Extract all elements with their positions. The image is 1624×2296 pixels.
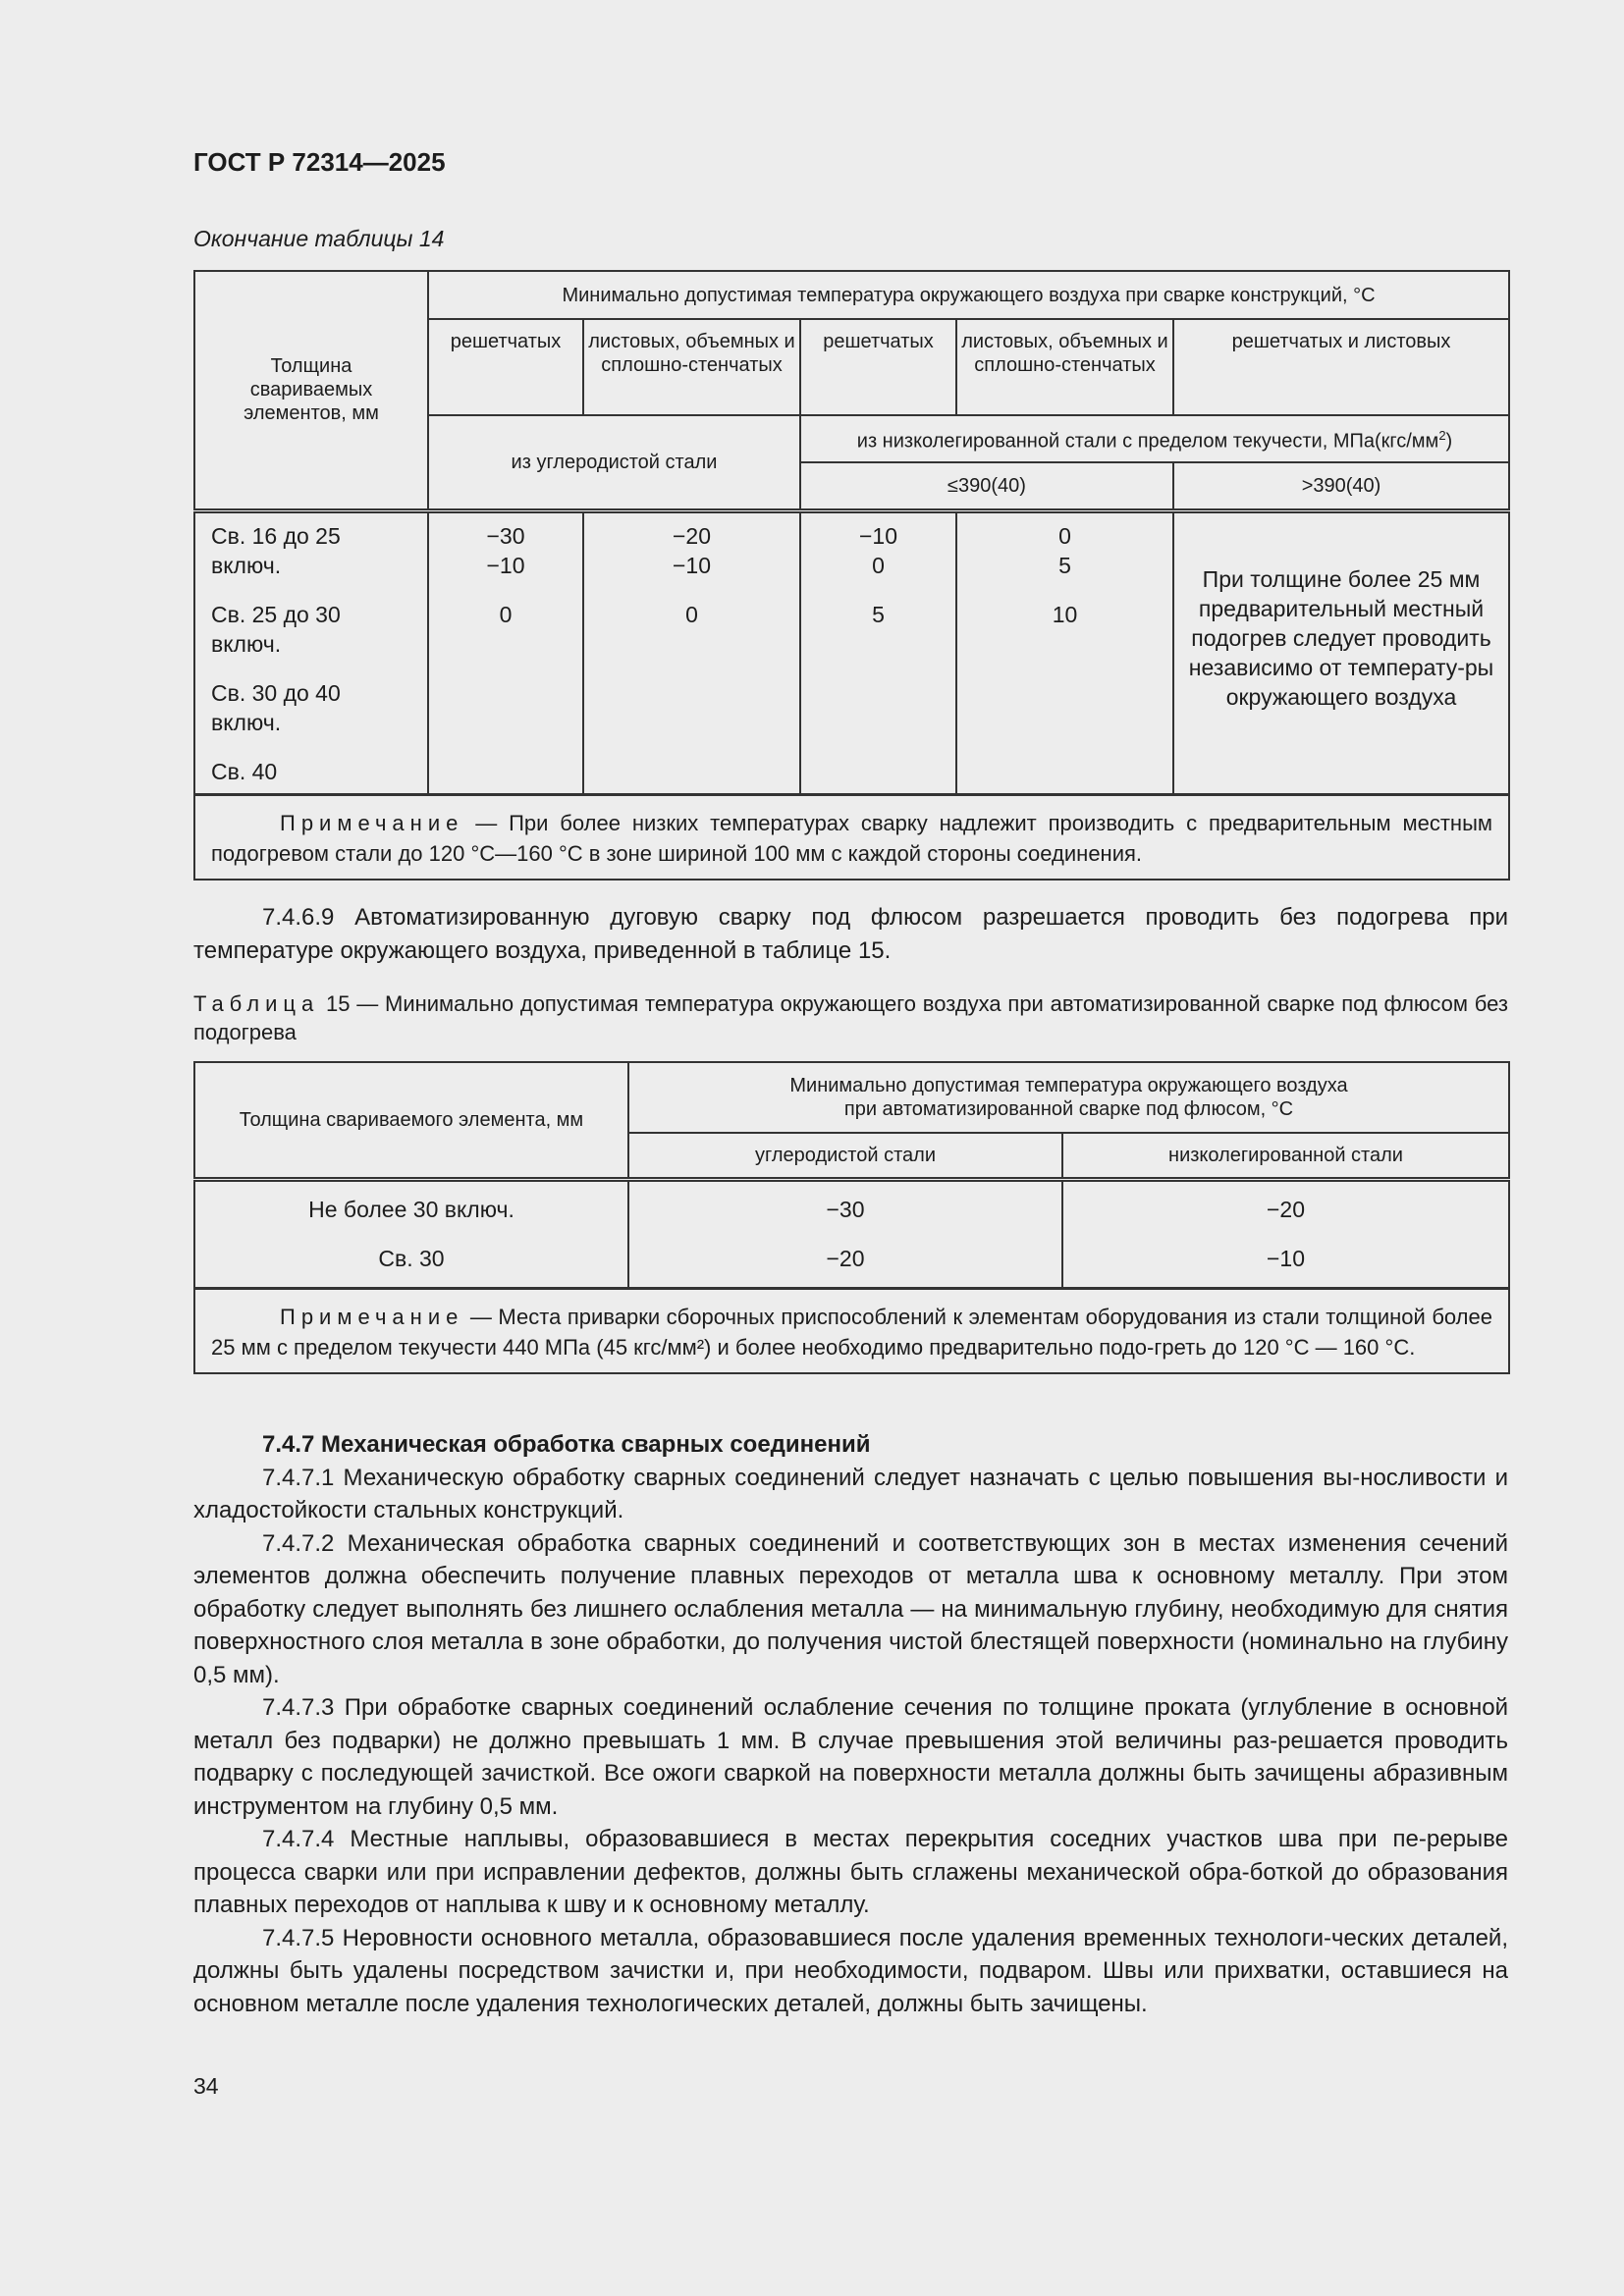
table-15-caption (193, 989, 1508, 1046)
header-sheet: листовых, объемных и сплошно-стенчатых (956, 319, 1173, 415)
section-heading: 7.4.7 Механическая обработка сварных соединений (262, 1431, 871, 1458)
preheat-note-cell: При толщине более 25 мм предварительный местный подогрев следует проводить независимо от температу-ры окружающего воздуха (1173, 510, 1509, 794)
row-label: Св. 30 до 40 включ. (211, 679, 341, 735)
paragraph-7471: 7.4.7.1 Механическую обработку сварных соединений следует назначать с целью повышения вы-носливости и хладостойкости стальных конструкций. (193, 1464, 1508, 1523)
cell-value: 0 (685, 601, 698, 627)
cell-value: 0 (499, 601, 513, 627)
header-lattice-and-sheet: решетчатых и листовых (1173, 319, 1509, 415)
col-sheet-carbon (583, 510, 800, 794)
thickness-column (194, 1179, 628, 1288)
col-low-alloy (1062, 1179, 1509, 1288)
col-lattice-carbon (428, 510, 583, 794)
cell-value: −10 (1266, 1246, 1305, 1271)
header-carbon-steel: из углеродистой стали (428, 415, 800, 510)
cell-value: 10 (1052, 601, 1078, 627)
cell-value: −10 (672, 552, 711, 578)
header-gt390: >390(40) (1173, 462, 1509, 510)
col-sheet-lowalloy (956, 510, 1173, 794)
header-min-temp-line2: при автоматизированной сварке под флюсом, °С (843, 1098, 1294, 1120)
paragraph-7474: 7.4.7.4 Местные наплывы, образовавшиеся в местах перекрытия соседних участков шва при пе-рерыве процесса сварки или при исправлении дефектов, должны быть сглажены механической обра-боткой до образования плавных переходов от наплыва к шву и к основному металлу. (193, 1826, 1508, 1918)
caption-label: Таблица (193, 991, 320, 1016)
paragraph-7473: 7.4.7.3 При обработке сварных соединений ослабление сечения по толщине проката (углубление в основной металл без подварки) не должно превышать 1 мм. В случае превышения этой величины раз-решается проводить подварку с последующей зачисткой. Все ожоги сваркой на поверхности металла должны быть зачищены абразивным инструментом на глубину 0,5 мм. (193, 1694, 1508, 1820)
cell-value: −10 (858, 522, 897, 549)
header-min-temp (628, 1062, 1509, 1133)
paragraph-7472: 7.4.7.2 Механическая обработка сварных соединений и соответствующих зон в местах изменения сечений элементов должна обеспечить получение плавных переходов от металла шва к основному металлу. При этом обработку следует выполнять без лишнего ослабления металла — на минимальную глубину, необходимую для снятия поверхностного слоя металла в зоне обработки, до получения чистой блестящей поверхности (номинально на глубину 0,5 мм). (193, 1529, 1508, 1688)
header-lattice: решетчатых (800, 319, 956, 415)
row-label: Св. 25 до 30 включ. (211, 601, 341, 657)
page-number: 34 (193, 2073, 219, 2099)
cell-value: −10 (486, 552, 525, 578)
note-label: Примечание (280, 1304, 464, 1329)
document-id: ГОСТ Р 72314—2025 (193, 147, 446, 177)
cell-value: −20 (826, 1246, 865, 1271)
header-thickness: Толщина свариваемых элементов, мм (194, 271, 428, 510)
cell-value: −30 (486, 522, 525, 549)
thickness-column (194, 510, 428, 794)
header-carbon: углеродистой стали (628, 1133, 1062, 1179)
table-14-note (194, 794, 1509, 880)
row-label: Св. 30 (378, 1246, 445, 1271)
table-15-note (194, 1288, 1509, 1373)
note-label: Примечание (280, 810, 464, 835)
paragraph-7469: 7.4.6.9 Автоматизированную дуговую сварку под флюсом разрешается проводить без подогрева при температуре окружающего воздуха, приведенной в таблице 15. (193, 904, 1508, 964)
header-le390: ≤390(40) (800, 462, 1173, 510)
table-15 (193, 1061, 1510, 1374)
cell-value: 0 (872, 552, 885, 578)
section-747 (193, 1428, 1508, 2020)
col-carbon (628, 1179, 1062, 1288)
paragraph-7475: 7.4.7.5 Неровности основного металла, образовавшиеся после удаления временных технологи-ческих деталей, должны быть удалены посредством зачистки и, при необходимости, подваром. Швы или прихватки, оставшиеся на основном металле после удаления технологических деталей, должны быть зачищены. (193, 1924, 1508, 2017)
header-sheet: листовых, объемных и сплошно-стенчатых (583, 319, 800, 415)
row-label: Не более 30 включ. (308, 1197, 514, 1222)
header-min-temp: Минимально допустимая температура окружающего воздуха при сварке конструкций, °С (428, 271, 1509, 319)
header-min-temp-line1: Минимально допустимая температура окружающего воздуха (789, 1075, 1348, 1096)
table-14 (193, 270, 1510, 881)
note-text: — При более низких температурах сварку надлежит производить с предварительным местным подогревом стали до 120 °С—160 °С в зоне шириной 100 мм с каждой стороны соединения. (211, 810, 1493, 866)
header-thickness: Толщина свариваемого элемента, мм (194, 1062, 628, 1179)
row-label: Св. 16 до 25 включ. (211, 522, 341, 578)
cell-value: 5 (1058, 552, 1071, 578)
caption-text: 15 — Минимально допустимая температура окружающего воздуха при автоматизированной сварке под флюсом без подогрева (193, 991, 1508, 1044)
col-lattice-lowalloy (800, 510, 956, 794)
cell-value: 0 (1058, 522, 1071, 549)
note-text: — Места приварки сборочных приспособлений к элементам оборудования из стали толщиной более 25 мм с пределом текучести 440 МПа (45 кгс/мм²) и более необходимо предварительно подо-греть до 120 °С — 160 °С. (211, 1304, 1492, 1360)
cell-value: −20 (672, 522, 711, 549)
row-label: Св. 40 (211, 758, 278, 784)
table-continuation-label: Окончание таблицы 14 (193, 226, 445, 251)
cell-value: −20 (1266, 1197, 1305, 1222)
header-low-alloy-steel: из низколегированной стали с пределом текучести, $МПа(кгс/мм^2)$ (800, 415, 1509, 462)
cell-value: 5 (872, 601, 885, 627)
header-lattice: решетчатых (428, 319, 583, 415)
cell-value: −30 (826, 1197, 865, 1222)
header-low-alloy: низколегированной стали (1062, 1133, 1509, 1179)
